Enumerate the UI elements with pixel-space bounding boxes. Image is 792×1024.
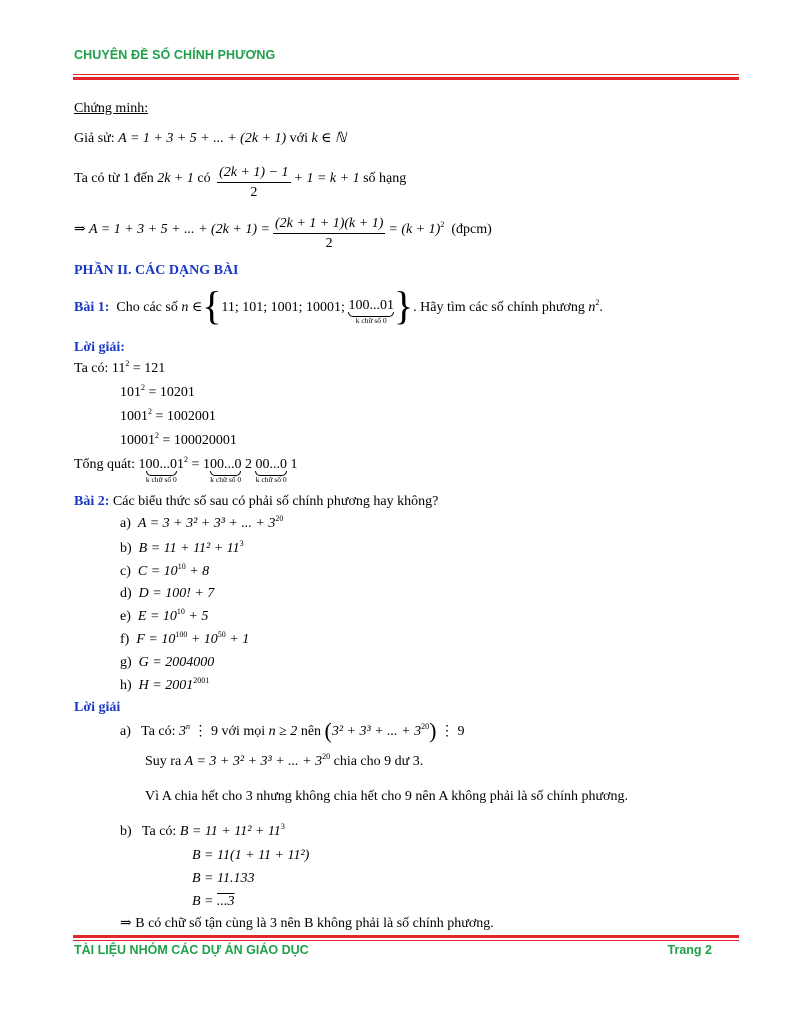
footer-left-text: TÀI LIỆU NHÓM CÁC DỰ ÁN GIÁO DỤC (74, 943, 309, 957)
loigiai2-a-line-1: a) Ta có: 3$^n$ ⋮ 9 với mọi n ≥ 2 nên (3² + 3³ + ... + $3^{20}$) ⋮ 9 (120, 718, 465, 743)
loigiai2-b-line-4: B = ...3 (192, 894, 235, 909)
loigiai2-a-line-2: Suy ra A = 3 + 3² + 3³ + ... + $3^{20}$ chia cho 9 dư 3. (145, 752, 424, 769)
loigiai1-row-0: Ta có: $11^2 = 121$ (74, 359, 166, 376)
bai2-item-g: g) G = 2004000 (120, 655, 215, 670)
proof-fraction-2: $\frac{(2k + 1 + 1)(k + 1)}{2}$ (274, 216, 384, 251)
proof-heading: Chứng minh: (74, 101, 149, 116)
loigiai2-a-line-3: Vì A chia hết cho 3 nhưng không chia hết cho 9 nên A không phải là số chính phương. (145, 789, 628, 804)
header-rule-thick (73, 77, 739, 80)
general-underbrace-3: 00...0 k chữ số 0 (255, 457, 287, 484)
bai2-item-f: f) $F = 10^{100} + 10^{50} + 1$ (120, 630, 250, 647)
footer-page-number: Trang 2 (667, 943, 712, 957)
proof-line-2: Ta có từ 1 đến 2k + 1 có $\frac{(2k + 1) - 1}{2}$ + 1 = k + 1 số hạng (74, 165, 407, 200)
loigiai2-b-line-2: B = 11(1 + 11 + 11²) (192, 848, 310, 863)
general-underbrace-1: 00...0 k chữ số 0 (145, 457, 178, 484)
page-header-title: CHUYÊN ĐỀ SỐ CHÍNH PHƯƠNG (74, 48, 276, 62)
bai1-underbrace: 100...01 k chữ số 0 (348, 298, 394, 325)
loigiai2-b-line-3: B = 11.133 (192, 871, 255, 886)
section-title: PHẦN II. CÁC DẠNG BÀI (74, 263, 239, 278)
proof-line-1: Giả sử: A = 1 + 3 + 5 + ... + (2k + 1) với k ∈ ℕ (74, 131, 347, 146)
loigiai2-label: Lời giải (74, 700, 121, 715)
loigiai1-row-3: 10001$^2$ = 100020001 (120, 431, 237, 448)
loigiai1-label: Lời giải: (74, 340, 125, 355)
bai2-statement: Bài 2: Các biểu thức số sau có phải số chính phương hay không? (74, 494, 439, 509)
bai2-item-b: b) $B = 11 + 11^2 + 11^3$ (120, 539, 244, 556)
bai2-item-h: h) $H = 2001^{2001}$ (120, 676, 210, 693)
bai2-item-d: d) D = 100! + 7 (120, 586, 215, 601)
general-underbrace-2: 00...0 k chữ số 0 (209, 457, 242, 484)
proof-fraction-1: $\frac{(2k + 1) - 1}{2}$ (219, 165, 289, 200)
loigiai1-row-2: 1001$^2$ = 1002001 (120, 407, 216, 424)
bai2-item-e: e) $E = 10^{10} + 5$ (120, 607, 209, 624)
bai1-statement: Bài 1: Cho các số n ∈{11; 101; 1001; 10001; 100...01 k chữ số 0 }. Hãy tìm các số chính phương $n^2$. (74, 283, 603, 328)
footer-rule-thin (73, 940, 739, 941)
proof-line-3: ⇒ A = 1 + 3 + 5 + ... + (2k + 1) = $\frac{(2k + 1 + 1)(k + 1)}{2}$ = $(k + 1)^2$ (đpcm) (74, 216, 492, 251)
loigiai1-row-1: $101^2 = 10201$ (120, 383, 195, 400)
loigiai2-b-line-1: b) Ta có: $B = 11 + 11^2 + 11^3$ (120, 822, 285, 839)
footer-rule-thick (73, 935, 739, 938)
bai2-item-a: a) A = 3 + 3² + 3³ + ... + $3^{20}$ (120, 514, 284, 531)
bai2-item-c: c) $C = 10^{10} + 8$ (120, 562, 210, 579)
loigiai2-b-conclusion: ⇒ B có chữ số tận cùng là 3 nên B không phải là số chính phương. (120, 916, 494, 931)
loigiai1-general: Tổng quát: 100...0 k chữ số 0 $1^2 = 100...0$ k chữ số 0 2 00...0 k chữ số 0 1 (74, 455, 298, 484)
header-rule-thin (73, 74, 739, 75)
